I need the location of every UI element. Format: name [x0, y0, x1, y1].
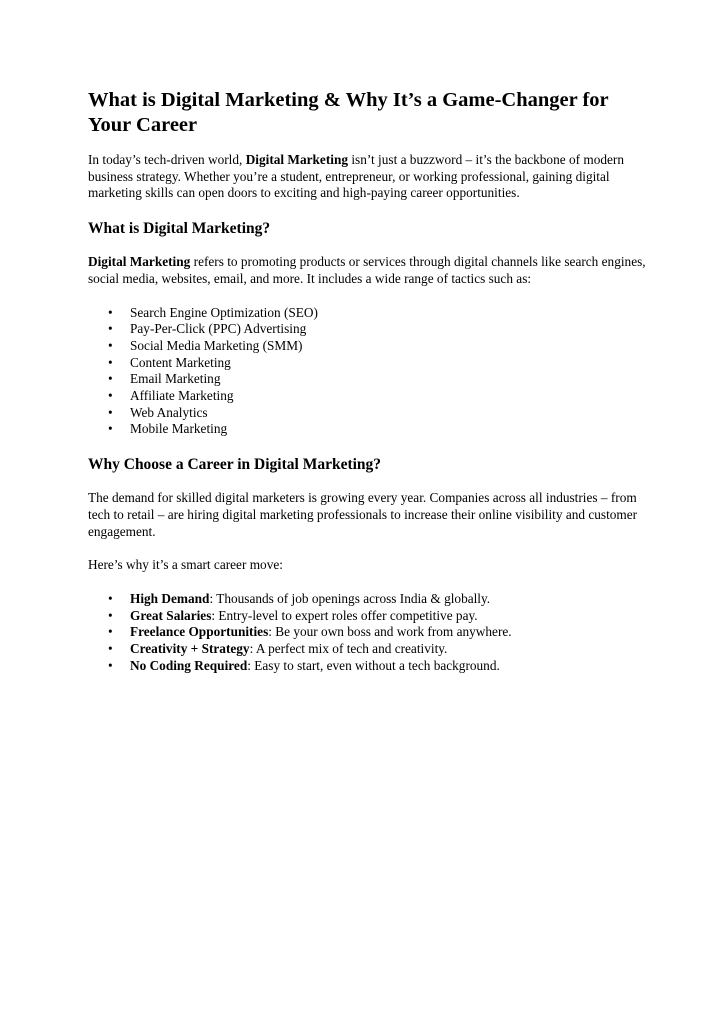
- intro-paragraph: [88, 152, 648, 202]
- reasons-list: [88, 591, 648, 675]
- intro-text-after: isn’t just a buzzword – it’s the backbone of modern business strategy. Whether you’re a student, entrepreneur, or working professional, gaining digital marketing skills can open doors to exciting and high-paying career opportunities.: [88, 152, 624, 201]
- reason-text: : Be your own boss and work from anywhere.: [268, 624, 512, 640]
- reason-text: : Easy to start, even without a tech background.: [247, 657, 500, 673]
- definition-text: refers to promoting products or services through digital channels like search engines, social media, websites, email, and more. It includes a wide range of tactics such as:: [88, 254, 646, 286]
- reason-title: Creativity + Strategy: [130, 641, 250, 657]
- tactics-list: [88, 305, 648, 439]
- bullet-icon: •: [108, 421, 113, 437]
- list-item: [88, 355, 648, 372]
- list-item-text: Social Media Marketing (SMM): [130, 337, 303, 353]
- section-heading-why-career: Why Choose a Career in Digital Marketing?: [88, 456, 382, 474]
- reason-title: No Coding Required: [130, 657, 248, 673]
- list-item: [88, 321, 648, 338]
- list-item: [88, 421, 648, 438]
- document-page: [88, 88, 648, 691]
- section-heading-what-is: What is Digital Marketing?: [88, 220, 271, 238]
- reason-text: : Entry-level to expert roles offer competitive pay.: [211, 607, 478, 623]
- bullet-icon: •: [108, 607, 113, 623]
- list-item-text: Web Analytics: [130, 404, 208, 420]
- bullet-icon: •: [108, 371, 113, 387]
- intro-bold-term: Digital Marketing: [245, 152, 348, 167]
- list-item: [88, 641, 648, 658]
- list-item: [88, 405, 648, 422]
- bullet-icon: •: [108, 657, 113, 673]
- bullet-icon: •: [108, 641, 113, 657]
- reason-title: Freelance Opportunities: [130, 624, 269, 640]
- bullet-icon: •: [108, 321, 113, 337]
- bullet-icon: •: [108, 388, 113, 404]
- demand-paragraph: The demand for skilled digital marketers is growing every year. Companies across all industries – from tech to retail – are hiring digital marketing professionals to increase their online visibility and customer engagement.: [88, 490, 638, 539]
- list-item: [88, 388, 648, 405]
- reason-title: High Demand: [130, 590, 210, 606]
- bullet-icon: •: [108, 404, 113, 420]
- list-item: [88, 371, 648, 388]
- bullet-icon: •: [108, 590, 113, 606]
- list-item: [88, 658, 648, 675]
- intro-text-before: In today’s tech-driven world,: [88, 152, 246, 167]
- list-item: [88, 624, 648, 641]
- list-item: [88, 608, 648, 625]
- bullet-icon: •: [108, 337, 113, 353]
- definition-paragraph: [88, 254, 648, 287]
- definition-bold-term: Digital Marketing: [88, 254, 191, 270]
- list-item-text: Search Engine Optimization (SEO): [130, 304, 318, 320]
- list-item: [88, 305, 648, 322]
- reason-title: Great Salaries: [130, 607, 212, 623]
- page-title: What is Digital Marketing & Why It’s a Game-Changer for Your Career: [88, 89, 609, 136]
- reason-text: : A perfect mix of tech and creativity.: [249, 641, 448, 657]
- list-item-text: Pay-Per-Click (PPC) Advertising: [130, 321, 307, 337]
- bullet-icon: •: [108, 624, 113, 640]
- bullet-icon: •: [108, 354, 113, 370]
- bullet-icon: •: [108, 304, 113, 320]
- reasons-intro: Here’s why it’s a smart career move:: [88, 557, 283, 573]
- reason-text: : Thousands of job openings across India & globally.: [209, 590, 491, 606]
- list-item-text: Content Marketing: [130, 354, 231, 370]
- list-item: [88, 591, 648, 608]
- list-item-text: Mobile Marketing: [130, 421, 228, 437]
- list-item-text: Affiliate Marketing: [130, 388, 234, 404]
- list-item-text: Email Marketing: [130, 371, 221, 387]
- list-item: [88, 338, 648, 355]
